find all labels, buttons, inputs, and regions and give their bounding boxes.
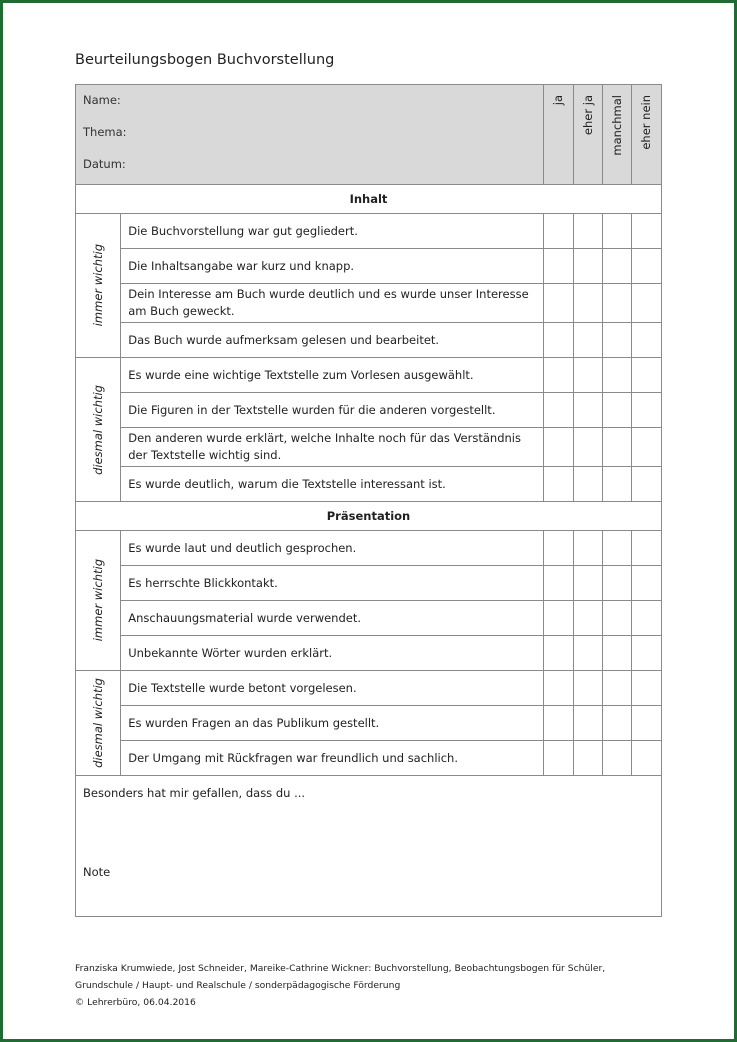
rating-checkbox-cell[interactable] [631, 323, 661, 358]
group-label-cell [76, 214, 121, 358]
rating-label: manchmal [609, 95, 624, 156]
criterion-row [76, 249, 662, 284]
rating-checkbox-cell[interactable] [602, 393, 631, 428]
rating-checkbox-cell[interactable] [573, 531, 602, 566]
rating-checkbox-cell[interactable] [544, 249, 573, 284]
group-label-cell [76, 358, 121, 502]
name-field[interactable]: Name: [83, 93, 121, 107]
rating-checkbox-cell[interactable] [631, 566, 661, 601]
rating-checkbox-cell[interactable] [631, 249, 661, 284]
group-label-cell [76, 671, 121, 776]
rating-checkbox-cell[interactable] [544, 358, 573, 393]
rating-header-ja [544, 85, 573, 185]
rating-checkbox-cell[interactable] [573, 323, 602, 358]
rating-checkbox-cell[interactable] [602, 706, 631, 741]
criterion-row [76, 741, 662, 776]
rating-header-manchmal [602, 85, 631, 185]
rating-checkbox-cell[interactable] [631, 706, 661, 741]
page-title: Beurteilungsbogen Buchvorstellung [75, 52, 335, 68]
feedback-row [76, 776, 662, 917]
rating-checkbox-cell[interactable] [544, 284, 573, 323]
criterion-row [76, 671, 662, 706]
group-label: immer wichtig [91, 244, 106, 327]
rating-checkbox-cell[interactable] [573, 214, 602, 249]
criterion-row [76, 601, 662, 636]
rating-checkbox-cell[interactable] [544, 601, 573, 636]
rating-checkbox-cell[interactable] [631, 636, 661, 671]
evaluation-table [75, 84, 662, 917]
criterion-text: Es herrschte Blickkontakt. [121, 566, 544, 601]
criterion-text: Die Textstelle wurde betont vorgelesen. [121, 671, 544, 706]
criterion-row [76, 636, 662, 671]
group-label-cell [76, 531, 121, 671]
rating-checkbox-cell[interactable] [573, 358, 602, 393]
criterion-text: Der Umgang mit Rückfragen war freundlich und sachlich. [121, 741, 544, 776]
group-label: diesmal wichtig [91, 678, 106, 768]
worksheet-page [3, 3, 734, 1039]
rating-checkbox-cell[interactable] [631, 284, 661, 323]
rating-checkbox-cell[interactable] [602, 671, 631, 706]
rating-checkbox-cell[interactable] [544, 566, 573, 601]
rating-checkbox-cell[interactable] [544, 323, 573, 358]
criterion-row [76, 531, 662, 566]
rating-checkbox-cell[interactable] [573, 428, 602, 467]
criterion-text: Die Buchvorstellung war gut gegliedert. [121, 214, 544, 249]
criterion-row [76, 706, 662, 741]
rating-checkbox-cell[interactable] [544, 531, 573, 566]
criterion-text: Unbekannte Wörter wurden erklärt. [121, 636, 544, 671]
rating-checkbox-cell[interactable] [602, 214, 631, 249]
rating-checkbox-cell[interactable] [631, 358, 661, 393]
criterion-row [76, 467, 662, 502]
criterion-text: Das Buch wurde aufmerksam gelesen und bearbeitet. [121, 323, 544, 358]
rating-checkbox-cell[interactable] [573, 671, 602, 706]
rating-checkbox-cell[interactable] [544, 214, 573, 249]
rating-checkbox-cell[interactable] [631, 428, 661, 467]
criterion-text: Es wurde eine wichtige Textstelle zum Vorlesen ausgewählt. [121, 358, 544, 393]
rating-checkbox-cell[interactable] [602, 428, 631, 467]
rating-checkbox-cell[interactable] [631, 601, 661, 636]
section-row [76, 502, 662, 531]
rating-checkbox-cell[interactable] [602, 284, 631, 323]
rating-checkbox-cell[interactable] [573, 601, 602, 636]
rating-header-eher-ja [573, 85, 602, 185]
rating-checkbox-cell[interactable] [573, 249, 602, 284]
rating-checkbox-cell[interactable] [573, 566, 602, 601]
rating-checkbox-cell[interactable] [544, 467, 573, 502]
group-label: immer wichtig [91, 559, 106, 642]
criterion-row [76, 566, 662, 601]
header-row [76, 85, 662, 185]
rating-checkbox-cell[interactable] [631, 467, 661, 502]
rating-checkbox-cell[interactable] [602, 249, 631, 284]
rating-checkbox-cell[interactable] [602, 636, 631, 671]
criterion-text: Anschauungsmaterial wurde verwendet. [121, 601, 544, 636]
criterion-text: Es wurde laut und deutlich gesprochen. [121, 531, 544, 566]
rating-label: eher ja [580, 95, 595, 136]
rating-checkbox-cell[interactable] [544, 428, 573, 467]
student-info-cell [76, 85, 544, 185]
rating-header-eher-nein [631, 85, 661, 185]
rating-checkbox-cell[interactable] [631, 214, 661, 249]
criterion-row [76, 284, 662, 323]
section-row [76, 185, 662, 214]
criterion-row [76, 428, 662, 467]
rating-checkbox-cell[interactable] [544, 393, 573, 428]
rating-checkbox-cell[interactable] [631, 671, 661, 706]
criterion-text: Den anderen wurde erklärt, welche Inhalte noch für das Verständnis der Textstelle wichtig sind. [121, 428, 544, 467]
rating-checkbox-cell[interactable] [573, 284, 602, 323]
group-label: diesmal wichtig [91, 384, 106, 475]
copyright-line: © Lehrerbüro, 06.04.2016 [75, 997, 196, 1008]
rating-checkbox-cell[interactable] [602, 358, 631, 393]
criterion-text: Die Inhaltsangabe war kurz und knapp. [121, 249, 544, 284]
credits-line: Franziska Krumwiede, Jost Schneider, Mareike-Cathrine Wickner: Buchvorstellung, Beobachtungsbogen für Schüler, [75, 963, 606, 974]
rating-checkbox-cell[interactable] [544, 636, 573, 671]
criterion-row [76, 214, 662, 249]
rating-checkbox-cell[interactable] [602, 741, 631, 776]
credits [75, 960, 605, 1011]
criterion-row [76, 393, 662, 428]
rating-checkbox-cell[interactable] [602, 531, 631, 566]
rating-checkbox-cell[interactable] [573, 636, 602, 671]
rating-checkbox-cell[interactable] [602, 467, 631, 502]
criterion-text: Die Figuren in der Textstelle wurden für die anderen vorgestellt. [121, 393, 544, 428]
criterion-row [76, 358, 662, 393]
criterion-text: Es wurden Fragen an das Publikum gestellt. [121, 706, 544, 741]
feedback-box[interactable] [76, 776, 662, 917]
criterion-text: Es wurde deutlich, warum die Textstelle interessant ist. [121, 467, 544, 502]
section-title: Präsentation [76, 502, 662, 531]
rating-checkbox-cell[interactable] [544, 706, 573, 741]
rating-checkbox-cell[interactable] [544, 741, 573, 776]
rating-checkbox-cell[interactable] [602, 566, 631, 601]
credits-line: Grundschule / Haupt- und Realschule / sonderpädagogische Förderung [75, 980, 401, 991]
date-field[interactable]: Datum: [83, 157, 126, 171]
rating-checkbox-cell[interactable] [631, 741, 661, 776]
rating-checkbox-cell[interactable] [602, 601, 631, 636]
rating-checkbox-cell[interactable] [602, 323, 631, 358]
feedback-prompt: Besonders hat mir gefallen, dass du ... [83, 786, 306, 800]
criterion-row [76, 323, 662, 358]
rating-checkbox-cell[interactable] [573, 393, 602, 428]
rating-label: ja [551, 95, 566, 106]
grade-label: Note [83, 865, 111, 879]
rating-checkbox-cell[interactable] [573, 741, 602, 776]
section-title: Inhalt [76, 185, 662, 214]
topic-field[interactable]: Thema: [83, 125, 127, 139]
rating-checkbox-cell[interactable] [544, 671, 573, 706]
rating-checkbox-cell[interactable] [631, 393, 661, 428]
rating-checkbox-cell[interactable] [573, 706, 602, 741]
rating-checkbox-cell[interactable] [573, 467, 602, 502]
rating-label: eher nein [639, 95, 654, 150]
criterion-text: Dein Interesse am Buch wurde deutlich und es wurde unser Interesse am Buch geweckt. [121, 284, 544, 323]
rating-checkbox-cell[interactable] [631, 531, 661, 566]
